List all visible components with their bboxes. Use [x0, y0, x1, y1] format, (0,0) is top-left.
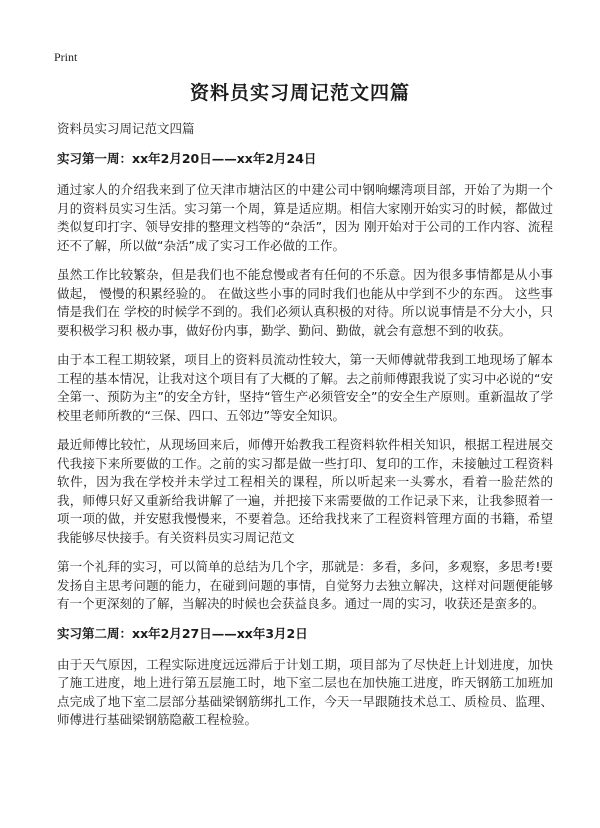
week-2-section: [57, 625, 553, 730]
paragraph: 最近师傅比较忙，从现场回来后，师傅开始教我工程资料软件相关知识，根据工程进展交代我接下来所要做的工作。之前的实习都是做一些打印、复印的工作，未接触过工程资料软件，因为我在学校并未学过工程相关的课程，所以听起来一头雾水，看着一脸茫然的我，师傅只好又重新给我讲解了一遍，并把接下来需要做的工作记录下来，让我参照着一项一项的做，并安慰我慢慢来，不要着急。还给我找来了工程资料管理方面的书籍，希望我能够尽快接手。有关资料员实习周记范文: [57, 437, 553, 545]
print-link[interactable]: Print: [54, 50, 78, 64]
paragraph: 第一个礼拜的实习，可以简单的总结为几个字，那就是：多看，多问，多观察，多思考!要发扬自主思考问题的能力，在碰到问题的事情，自觉努力去独立解决，这样对问题便能够有一个更深刻的了解，当解决的时候也会获益良多。通过一周的实习，收获还是蛮多的。: [57, 559, 553, 611]
paragraph: 通过家人的介绍我来到了位天津市塘沽区的中建公司中钢响螺湾项目部，开始了为期一个月的资料员实习生活。实习第一个周，算是适应期。相信大家刚开始实习的时候，都做过类似复印打字、领导安排的整理文档等的“杂活”，因为 刚开始对于公司的工作内容、流程还不了解，所以做“杂活”成了实习工作必做的工作。: [57, 182, 553, 253]
paragraph: 由于本工程工期较紧，项目上的资料员流动性较大，第一天师傅就带我到工地现场了解本工程的基本情况，让我对这个项目有了大概的了解。去之前师傅跟我说了实习中必说的“安全第一、预防为主”的安全方针，坚持“管生产必须管安全”的安全生产原则。重新温故了学校里老师所教的“三保、四口、五邻边”等安全知识。: [57, 352, 553, 423]
document-subtitle: 资料员实习周记范文四篇: [57, 121, 195, 136]
week-1-heading: 实习第一周：xx年2月20日——xx年2月24日: [57, 151, 317, 166]
week-2-heading: 实习第二周：xx年2月27日——xx年3月2日: [57, 625, 308, 641]
week-1-section: [57, 150, 553, 614]
document-body: [57, 120, 553, 730]
paragraph: 由于天气原因，工程实际进度远远滞后于计划工期，项目部为了尽快赶上计划进度，加快了施工进度，地上进行第五层施工时，地下室二层也在加快施工进度，昨天钢筋工加班加点完成了地下室二层部分基础梁钢筋绑扎工作，今天一早跟随技术总工、质检员、监理、师傅进行基础梁钢筋隐蔽工程检验。: [57, 656, 553, 727]
document-title: 资料员实习周记范文四篇: [189, 82, 410, 104]
paragraph: 虽然工作比较繁杂，但是我们也不能怠慢或者有任何的不乐意。因为很多事情都是从小事做起， 慢慢的积累经验的。 在做这些小事的同时我们也能从中学到不少的东西。 这些事情是我们在 学校的时候学不到的。我们必须认真积极的对待。所以说事情是不分大小，只要积极学习积 极办事，做好份内事，勤学、勤问、勤做，就会有意想不到的收获。: [57, 267, 554, 338]
